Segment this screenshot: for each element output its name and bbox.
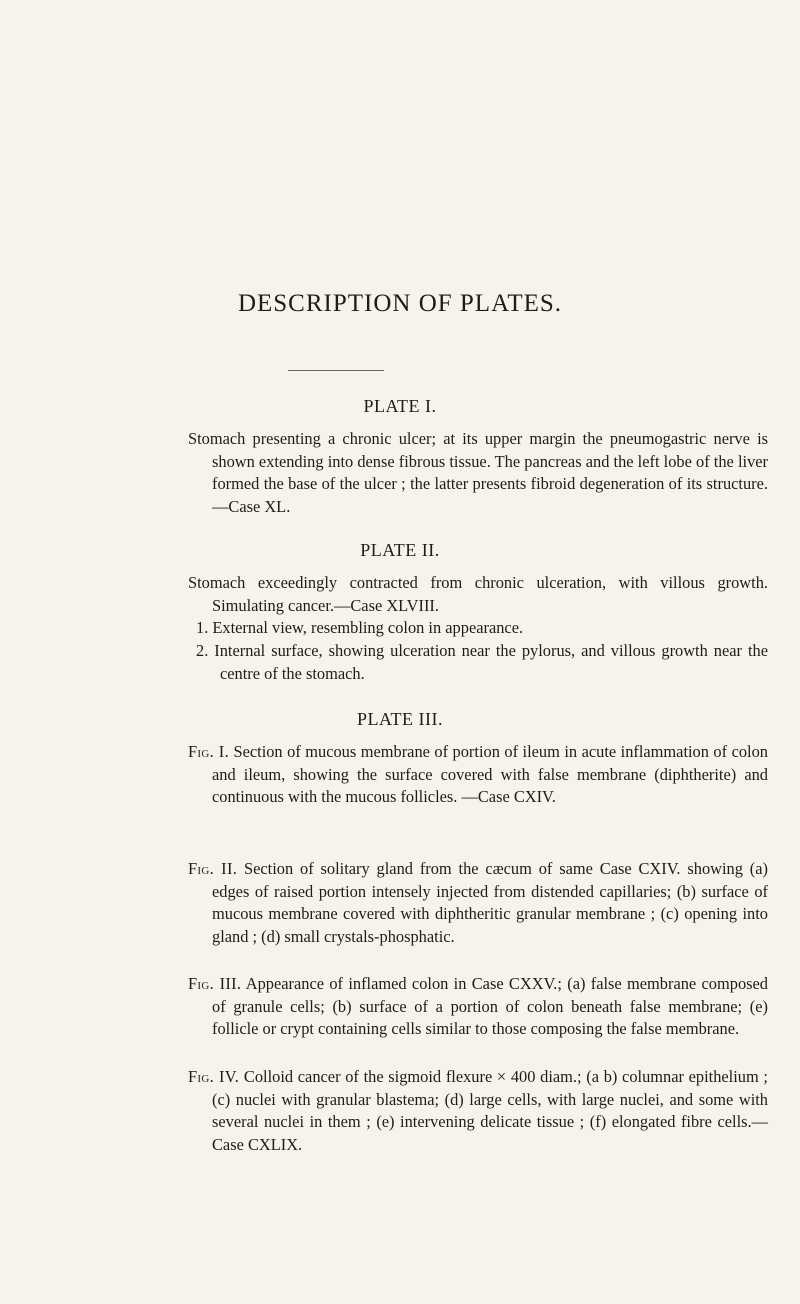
fig-3-text: Appearance of inflamed colon in Case CXXV.; (a) false membrane composed of granule cells; (b) surface of a portion of colon beneath false membrane; (e) follicle or crypt containing cells similar to those composing the false membrane. [212, 974, 768, 1038]
fig-2-text: Section of solitary gland from the cæcum of same Case CXIV. showing (a) edges of raised portion intensely injected from distended capillaries; (b) surface of mucous membrane covered with diphtheritic granular membrane ; (c) opening into gland ; (d) small crystals-phosphatic. [212, 859, 768, 946]
fig-2-label: Fig. II. [188, 859, 238, 878]
plate-2-description: Stomach exceedingly contracted from chronic ulceration, with villous growth. Simulating cancer.—Case XLVIII. [188, 573, 768, 615]
plate-1-description: Stomach presenting a chronic ulcer; at its upper margin the pneumogastric nerve is shown extending into dense fibrous tissue. The pancreas and the left lobe of the liver formed the base of the ulcer ; the latter presents fibroid degeneration of its structure.—Case XL. [188, 429, 768, 516]
plate-2-heading: PLATE II. [360, 540, 440, 560]
fig-1-text: Section of mucous membrane of portion of ileum in acute inflammation of colon and ileum, showing the surface covered with false membrane (diphtherite) and continuous with the mucous follicles. —Case CXIV. [212, 742, 768, 806]
fig-4-text: Colloid cancer of the sigmoid flexure × 400 diam.; (a b) columnar epithelium ; (c) nuclei with granular blastema; (d) large cells, with large nuclei, and some with several nuclei in them ; (e) intervening delicate tissue ; (f) elongated fibre cells.—Case CXLIX. [212, 1067, 768, 1154]
fig-1-label: Fig. I. [188, 742, 229, 761]
page-title: DESCRIPTION OF PLATES. [237, 290, 563, 317]
plate-3-fig-3 [188, 973, 768, 1041]
plate-3-fig-2 [188, 858, 768, 948]
plate-1-heading: PLATE I. [363, 396, 437, 416]
title-divider [288, 370, 384, 371]
fig-4-label: Fig. IV. [188, 1067, 240, 1086]
plate-3-heading: PLATE III. [357, 709, 443, 729]
plate-3-fig-4 [188, 1066, 768, 1156]
plate-2-item-1: 1. External view, resembling colon in appearance. [196, 618, 524, 637]
plate-3-fig-1 [188, 741, 768, 809]
plate-2-item-2: 2. Internal surface, showing ulceration near the pylorus, and villous growth near the centre of the stomach. [196, 641, 768, 683]
fig-3-label: Fig. III. [188, 974, 242, 993]
